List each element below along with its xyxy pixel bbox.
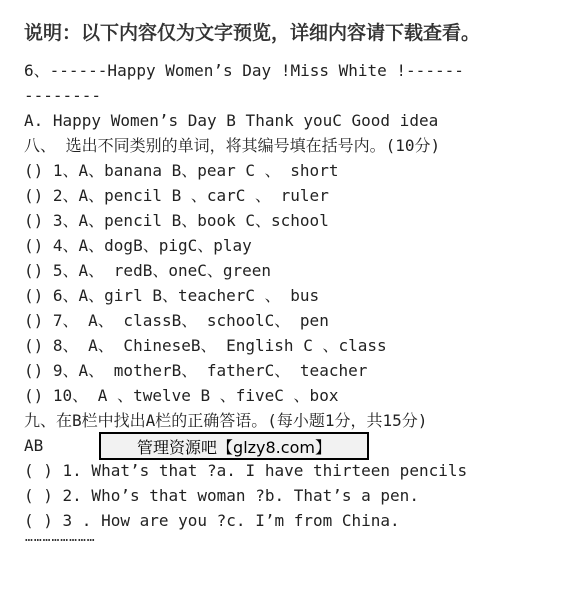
section-8-heading: 八、 选出不同类别的单词，将其编号填在括号内。(10分) — [24, 136, 441, 155]
section-9-item-3: ( ) 3 . How are you ?c. I’m from China. — [24, 511, 400, 530]
question-6-line: 6、------Happy Women’s Day !Miss White !------ — [24, 61, 464, 80]
section-9-heading: 九、在B栏中找出A栏的正确答语。(每小题1分，共15分) — [24, 411, 428, 430]
section-8-item-3: () 3、A、pencil B、book C、school — [24, 211, 329, 230]
section-8-item-2: () 2、A、pencil B 、carC 、 ruler — [24, 186, 329, 205]
section-8-item-1: () 1、A、banana B、pear C 、 short — [24, 161, 339, 180]
dash-continuation-line: -------- — [24, 86, 102, 105]
section-8-item-8: () 8、 A、 ChineseB、 English C 、class — [24, 336, 387, 355]
section-8-item-7: () 7、 A、 classB、 schoolC、 pen — [24, 311, 329, 330]
section-8-item-9: () 9、A、 motherB、 fatherC、 teacher — [24, 361, 368, 380]
column-header-ab: AB — [24, 436, 44, 455]
ellipsis-dots: …………………… — [25, 530, 96, 545]
section-9-item-2: ( ) 2. Who’s that woman ?b. That’s a pen. — [24, 486, 419, 505]
section-8-item-6: () 6、A、girl B、teacherC 、 bus — [24, 286, 320, 305]
section-8-item-4: () 4、A、dogB、pigC、play — [24, 236, 252, 255]
preview-notice: 说明：以下内容仅为文字预览，详细内容请下载查看。 — [24, 22, 481, 44]
question-6-options: A. Happy Women’s Day B Thank youC Good idea — [24, 111, 439, 130]
section-9-item-1: ( ) 1. What’s that ?a. I have thirteen pencils — [24, 461, 468, 480]
section-8-item-5: () 5、A、 redB、oneC、green — [24, 261, 272, 280]
document-body — [24, 58, 564, 533]
watermark-badge: 管理资源吧【glzy8.com】 — [99, 432, 369, 460]
section-8-item-10: () 10、 A 、twelve B 、fiveC 、box — [24, 386, 339, 405]
